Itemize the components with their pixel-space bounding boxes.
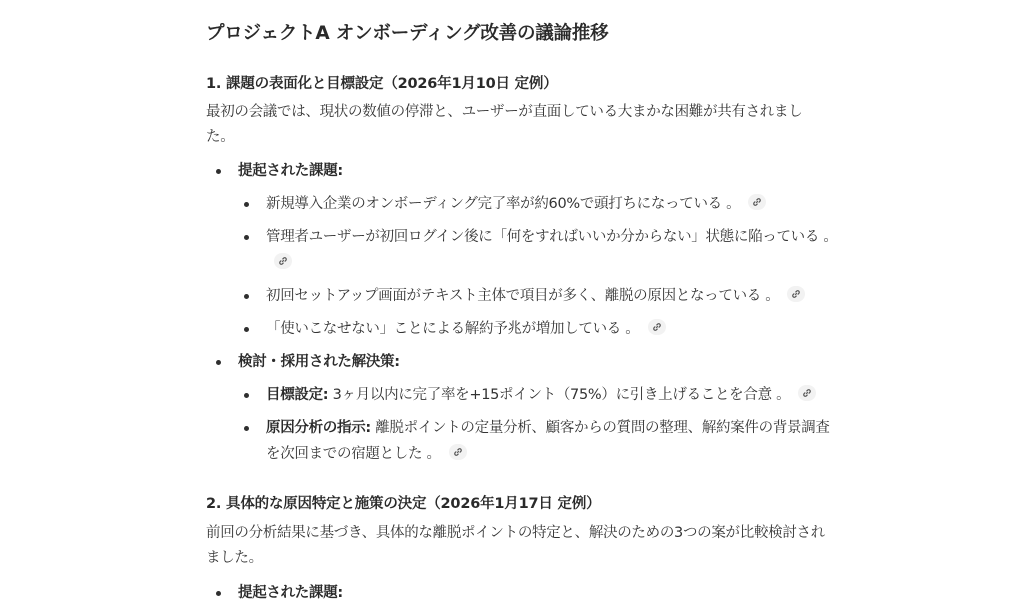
- group-label: 提起された課題:: [238, 163, 343, 179]
- link-icon[interactable]: [787, 286, 805, 302]
- bullet: [244, 393, 249, 398]
- section-1-intro: 最初の会議では、現状の数値の停滞と、ユーザーが直面している大まかな困難が共有されました。: [206, 104, 803, 145]
- bullet: [216, 591, 221, 596]
- section-1-heading: 1. 課題の表面化と目標設定（2026年1月10日 定例）: [206, 76, 558, 92]
- link-icon[interactable]: [748, 194, 766, 210]
- bullet: [244, 426, 249, 431]
- list-item: 新規導入企業のオンボーディング完了率が約60%で頭打ちになっている 。: [266, 191, 766, 217]
- list-item: 目標設定: 3ヶ月以内に完了率を+15ポイント（75%）に引き上げることを合意 。: [266, 382, 816, 408]
- link-icon[interactable]: [648, 319, 666, 335]
- list-item: 「使いこなせない」ことによる解約予兆が増加している 。: [266, 316, 666, 342]
- bullet: [216, 360, 221, 365]
- list-item: 管理者ユーザーが初回ログイン後に「何をすればいいか分からない」状態に陥っている 。: [266, 224, 846, 276]
- link-icon[interactable]: [449, 444, 467, 460]
- section-2-heading: 2. 具体的な原因特定と施策の決定（2026年1月17日 定例）: [206, 496, 601, 512]
- link-icon[interactable]: [274, 253, 292, 269]
- bullet: [216, 169, 221, 174]
- bullet: [244, 327, 249, 332]
- section-2-intro: 前回の分析結果に基づき、具体的な離脱ポイントの特定と、解決のための3つの案が比較検討されました。: [206, 525, 825, 566]
- bullet: [244, 202, 249, 207]
- bullet: [244, 294, 249, 299]
- list-item: 原因分析の指示: 離脱ポイントの定量分析、顧客からの質問の整理、解約案件の背景調査を次回までの宿題とした 。: [266, 420, 830, 462]
- bullet: [244, 235, 249, 240]
- group-label: 提起された課題:: [238, 585, 343, 601]
- group-label: 検討・採用された解決策:: [238, 354, 400, 370]
- list-item: 初回セットアップ画面がテキスト主体で項目が多く、離脱の原因となっている 。: [266, 283, 805, 309]
- page-title: プロジェクトA オンボーディング改善の議論推移: [206, 23, 609, 44]
- link-icon[interactable]: [798, 385, 816, 401]
